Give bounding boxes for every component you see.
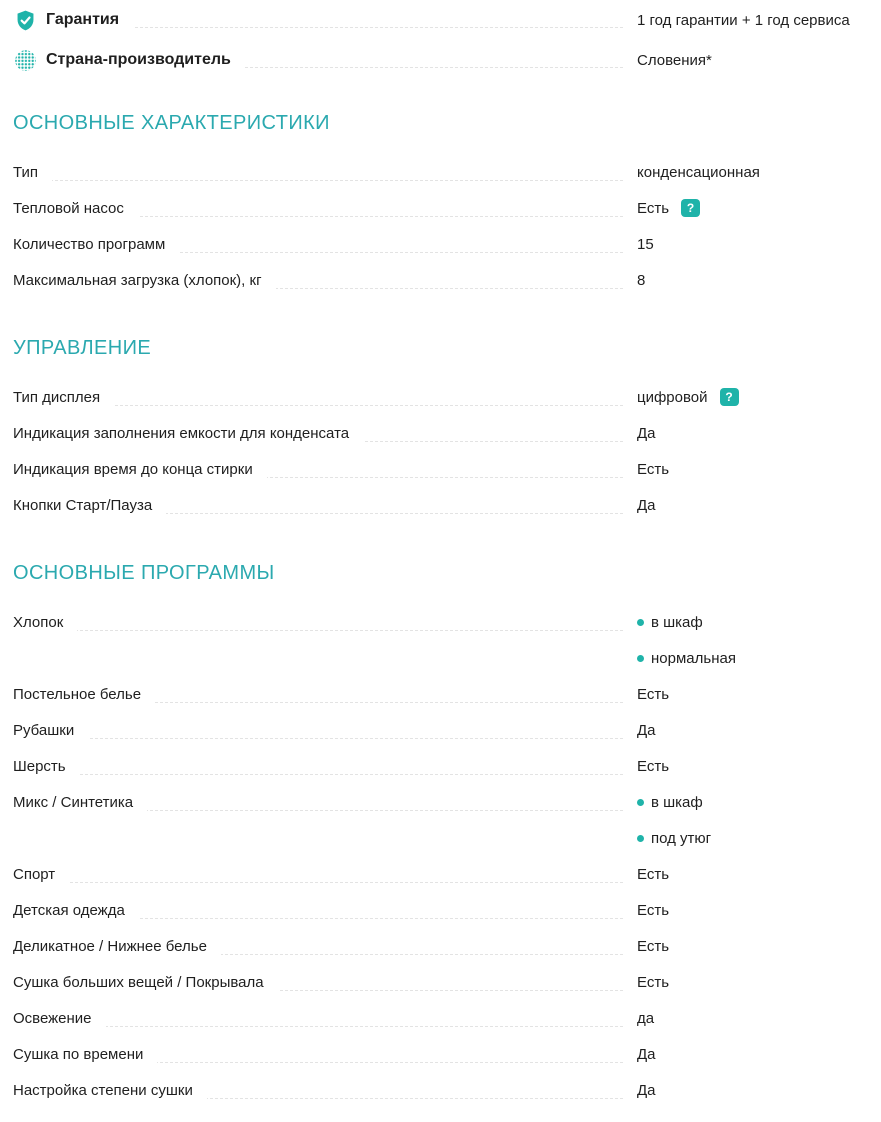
spec-value: в шкаф — [651, 793, 703, 811]
spec-values — [637, 748, 881, 784]
spec-value: конденсационная — [637, 163, 760, 181]
spec-values — [637, 190, 881, 226]
spec-row — [0, 154, 881, 190]
spec-label: Хлопок — [0, 604, 77, 640]
spec-value: да — [637, 1009, 655, 1027]
spec-label: Сушка по времени — [0, 1036, 157, 1072]
spec-value: 8 — [637, 271, 646, 289]
spec-row — [0, 451, 881, 487]
shield-check-icon — [14, 9, 37, 32]
dotted-leader — [0, 180, 623, 181]
spec-values — [637, 1072, 881, 1108]
spec-row — [0, 892, 881, 928]
spec-row — [0, 964, 881, 1000]
bullet-icon — [637, 619, 644, 626]
section-rows — [0, 604, 881, 1108]
spec-values — [637, 964, 881, 1000]
bullet-icon — [637, 655, 644, 662]
dotted-leader — [0, 882, 623, 883]
spec-row — [0, 604, 881, 676]
spec-value: Есть — [637, 199, 670, 217]
spec-value-line — [637, 676, 881, 712]
spec-values — [637, 892, 881, 928]
bullet-icon — [637, 799, 644, 806]
spec-values — [637, 0, 881, 40]
section-rows — [0, 154, 881, 298]
spec-row-warranty — [0, 0, 881, 40]
spec-label: Индикация заполнения емкости для конденсата — [0, 415, 363, 451]
spec-value: Есть — [637, 685, 670, 703]
spec-value: Есть — [637, 460, 670, 478]
spec-section — [0, 110, 881, 298]
spec-row — [0, 676, 881, 712]
spec-label: Индикация время до конца стирки — [0, 451, 267, 487]
spec-values — [637, 1000, 881, 1036]
spec-value: цифровой — [637, 388, 708, 406]
section-title: ОСНОВНЫЕ ПРОГРАММЫ — [13, 562, 275, 584]
spec-section — [0, 335, 881, 523]
spec-value: Есть — [637, 757, 670, 775]
spec-label: Сушка больших вещей / Покрывала — [0, 964, 278, 1000]
spec-label: Шерсть — [0, 748, 80, 784]
spec-value-line — [637, 748, 881, 784]
spec-value: Есть — [637, 865, 670, 883]
spec-label: Микс / Синтетика — [0, 784, 147, 820]
spec-value: Да — [637, 424, 656, 442]
spec-label: Деликатное / Нижнее белье — [0, 928, 221, 964]
spec-row — [0, 226, 881, 262]
spec-row — [0, 1036, 881, 1072]
section-rows — [0, 379, 881, 523]
spec-value-line — [637, 451, 881, 487]
spec-value-line — [637, 892, 881, 928]
spec-sections — [0, 110, 881, 1108]
spec-value-line — [637, 262, 881, 298]
spec-values — [637, 451, 881, 487]
spec-value-line — [637, 604, 881, 640]
spec-value-line — [637, 1000, 881, 1036]
spec-value: Да — [637, 721, 656, 739]
spec-row — [0, 190, 881, 226]
spec-label: Тип дисплея — [0, 379, 114, 415]
spec-label: Страна-производитель — [46, 51, 231, 68]
spec-section — [0, 560, 881, 1108]
spec-row-left — [0, 0, 133, 40]
spec-value-line — [637, 784, 881, 820]
spec-value-line — [637, 928, 881, 964]
spec-value: Есть — [637, 973, 670, 991]
spec-label: Постельное белье — [0, 676, 155, 712]
help-icon[interactable]: ? — [681, 199, 700, 217]
spec-row — [0, 784, 881, 856]
dotted-leader — [0, 630, 623, 631]
spec-values — [637, 676, 881, 712]
spec-value-line — [637, 40, 881, 80]
spec-row — [0, 379, 881, 415]
spec-value: Есть — [637, 937, 670, 955]
spec-value: 1 год гарантии + 1 год сервиса — [637, 11, 850, 29]
spec-row — [0, 262, 881, 298]
spec-values — [637, 604, 881, 676]
spec-value: Да — [637, 1081, 656, 1099]
spec-value-line — [637, 415, 881, 451]
spec-label: Детская одежда — [0, 892, 139, 928]
spec-values — [637, 1036, 881, 1072]
dotted-leader — [0, 738, 623, 739]
spec-label: Освежение — [0, 1000, 106, 1036]
globe-icon — [14, 49, 37, 72]
spec-values — [637, 262, 881, 298]
spec-values — [637, 784, 881, 856]
spec-label: Тепловой насос — [0, 190, 138, 226]
spec-value: нормальная — [651, 649, 736, 667]
spec-label: Настройка степени сушки — [0, 1072, 207, 1108]
spec-row — [0, 712, 881, 748]
spec-value-line — [637, 640, 881, 676]
spec-label: Кнопки Старт/Пауза — [0, 487, 166, 523]
spec-value-line — [637, 0, 881, 40]
spec-value: Да — [637, 1045, 656, 1063]
spec-value-line — [637, 820, 881, 856]
spec-value: Да — [637, 496, 656, 514]
dotted-leader — [0, 774, 623, 775]
spec-row — [0, 928, 881, 964]
spec-value: под утюг — [651, 829, 712, 847]
spec-row — [0, 1000, 881, 1036]
spec-value: Есть — [637, 901, 670, 919]
spec-row-left — [0, 40, 245, 80]
spec-value: Словения* — [637, 51, 712, 69]
spec-value-line — [637, 1072, 881, 1108]
spec-values — [637, 928, 881, 964]
spec-values — [637, 856, 881, 892]
spec-row — [0, 1072, 881, 1108]
spec-label: Тип — [0, 154, 52, 190]
spec-values — [637, 487, 881, 523]
spec-row — [0, 748, 881, 784]
spec-value-line — [637, 964, 881, 1000]
spec-row — [0, 487, 881, 523]
bullet-icon — [637, 835, 644, 842]
spec-value-line — [637, 190, 881, 226]
top-specs — [0, 0, 881, 80]
spec-row — [0, 415, 881, 451]
spec-label: Спорт — [0, 856, 69, 892]
help-icon[interactable]: ? — [720, 388, 739, 406]
spec-value-line — [637, 226, 881, 262]
spec-value: в шкаф — [651, 613, 703, 631]
spec-row — [0, 856, 881, 892]
spec-value-line — [637, 1036, 881, 1072]
spec-values — [637, 415, 881, 451]
spec-values — [637, 712, 881, 748]
spec-row-country — [0, 40, 881, 80]
spec-values — [637, 226, 881, 262]
section-title: ОСНОВНЫЕ ХАРАКТЕРИСТИКИ — [13, 112, 330, 134]
spec-value-line — [637, 856, 881, 892]
spec-values — [637, 154, 881, 190]
spec-value-line — [637, 379, 881, 415]
spec-value: 15 — [637, 235, 654, 253]
section-title: УПРАВЛЕНИЕ — [13, 337, 152, 359]
spec-label: Гарантия — [46, 11, 120, 28]
spec-label: Количество программ — [0, 226, 179, 262]
spec-label: Максимальная загрузка (хлопок), кг — [0, 262, 276, 298]
spec-value-line — [637, 487, 881, 523]
spec-value-line — [637, 712, 881, 748]
spec-label: Рубашки — [0, 712, 88, 748]
spec-values — [637, 40, 881, 80]
spec-values — [637, 379, 881, 415]
spec-value-line — [637, 154, 881, 190]
